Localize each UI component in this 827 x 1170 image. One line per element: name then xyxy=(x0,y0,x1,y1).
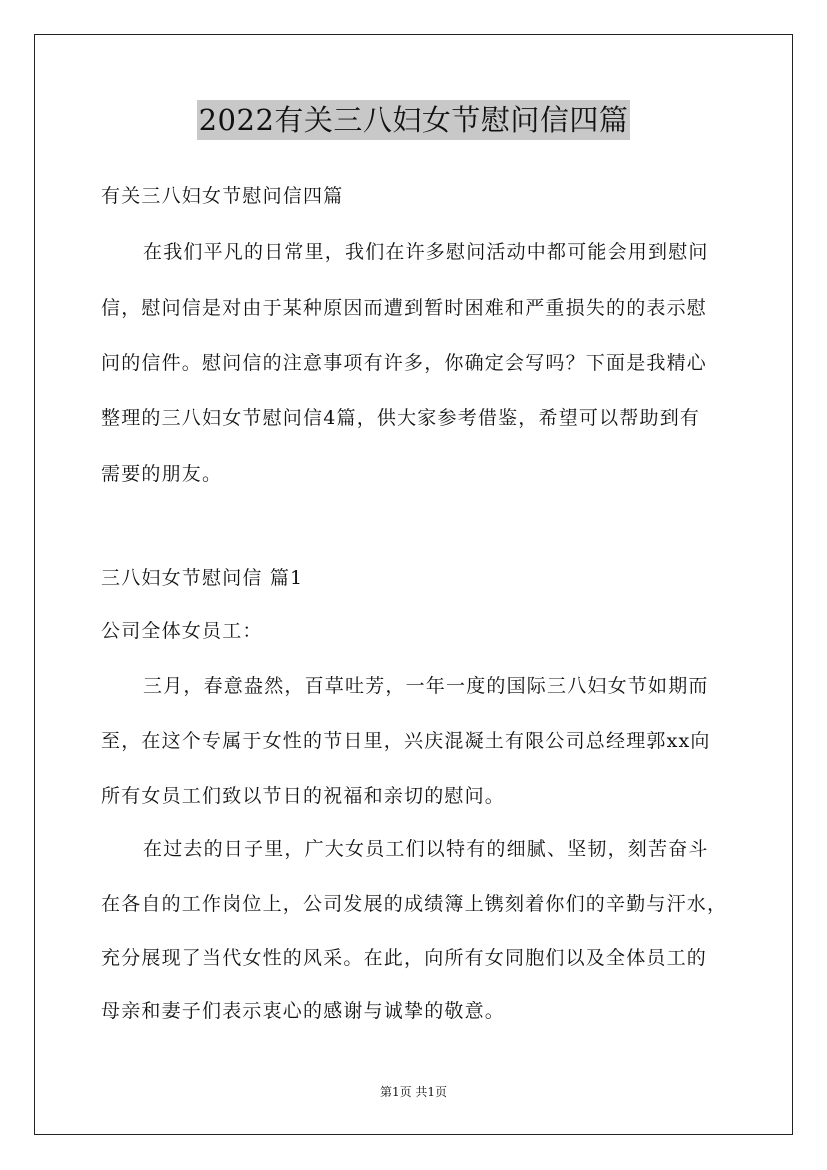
page-footer: 第1页 共1页 xyxy=(379,1085,448,1099)
intro-line-2: 信，慰问信是对由于某种原因而遭到暂时困难和严重损失的的表示慰 xyxy=(101,297,708,319)
salutation: 公司全体女员工： xyxy=(101,620,263,642)
para1-line-1: 三月，春意盎然，百草吐芳，一年一度的国际三八妇女节如期而 xyxy=(143,675,709,697)
para1-line-2: 至，在这个专属于女性的节日里，兴庆混凝土有限公司总经理郭xx向 xyxy=(101,730,711,752)
title-container xyxy=(0,100,827,140)
para2-line-2: 在各自的工作岗位上，公司发展的成绩簿上镌刻着你们的辛勤与汗水， xyxy=(101,893,728,915)
intro-line-5: 需要的朋友。 xyxy=(101,463,223,485)
document-title: 2022有关三八妇女节慰问信四篇 xyxy=(197,100,631,140)
subtitle: 有关三八妇女节慰问信四篇 xyxy=(101,185,344,207)
para2-line-4: 母亲和妻子们表示衷心的感谢与诚挚的敬意。 xyxy=(101,1000,506,1022)
para2-line-1: 在过去的日子里，广大女员工们以特有的细腻、坚韧，刻苦奋斗 xyxy=(143,838,709,860)
para1-line-3: 所有女员工们致以节日的祝福和亲切的慰问。 xyxy=(101,785,506,807)
intro-line-1: 在我们平凡的日常里，我们在许多慰问活动中都可能会用到慰问 xyxy=(143,241,709,263)
para2-line-3: 充分展现了当代女性的风采。在此，向所有女同胞们以及全体员工的 xyxy=(101,947,708,969)
intro-line-4: 整理的三八妇女节慰问信4篇，供大家参考借鉴，希望可以帮助到有 xyxy=(101,407,701,429)
intro-line-3: 问的信件。慰问信的注意事项有许多，你确定会写吗？下面是我精心 xyxy=(101,352,708,374)
section-heading: 三八妇女节慰问信 篇1 xyxy=(101,567,304,589)
